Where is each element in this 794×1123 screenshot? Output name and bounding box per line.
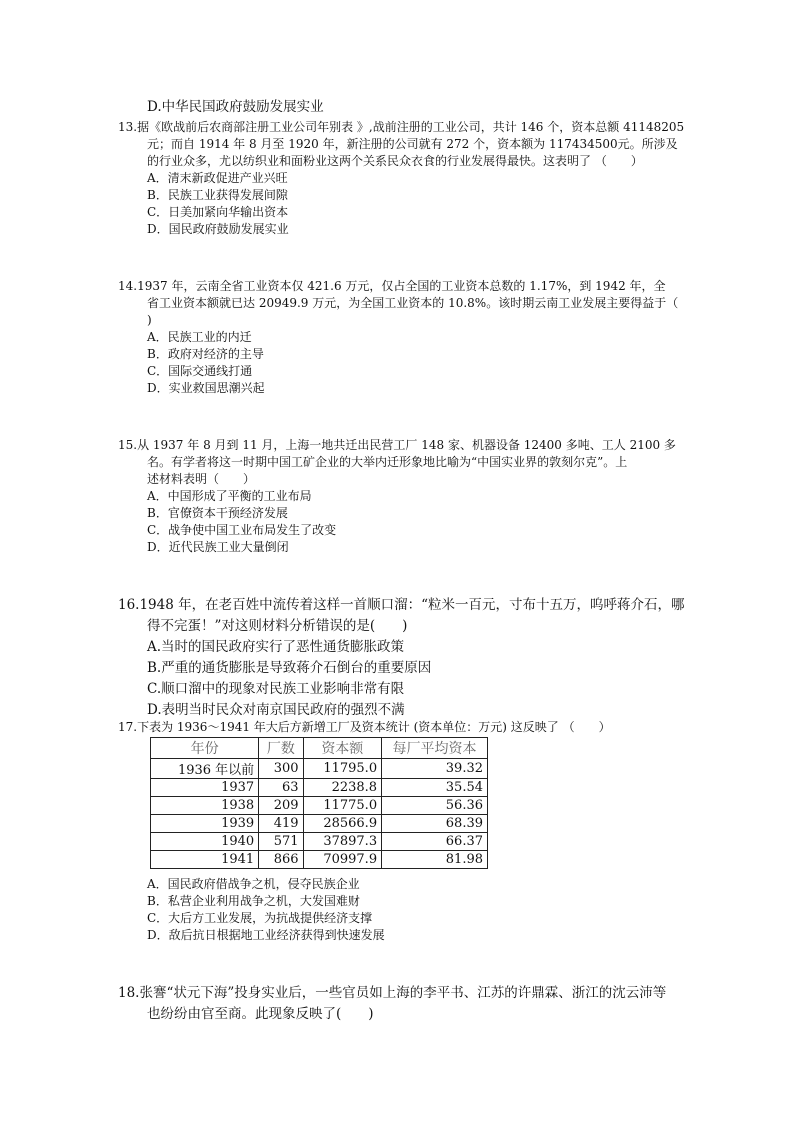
q14-option-a: A．民族工业的内迁 (147, 330, 252, 344)
q13-option-a: A．清末新政促进产业兴旺 (147, 171, 288, 185)
table-header-year: 年份 (151, 738, 259, 759)
table-header-row (151, 738, 488, 759)
q13-stem-line-1: 13.据《欧战前后农商部注册工业公司年别表 》,战前注册的工业公司，共计 146 个，资本总额 41148205 (118, 120, 685, 134)
q14-stem-line-1: 14.1937 年，云南全省工业资本仅 421.6 万元，仅占全国的工业资本总数的 1.17%，到 1942 年，全 (118, 279, 666, 293)
q16-option-c: C.顺口溜中的现象对民族工业影响非常有限 (147, 681, 405, 697)
q13-stem-line-2: 元；而自 1914 年 8 月至 1920 年，新注册的公司就有 272 个，资本额为 117434500元。所涉及 (147, 137, 678, 151)
table-cell: 70997.9 (303, 851, 382, 869)
q13-stem-line-3: 的行业众多，尤以纺织业和面粉业这两个关系民众衣食的行业发展得最快。这表明了 （ ） (147, 154, 643, 168)
q16-stem-line-1: 16.1948 年，在老百姓中流传着这样一首顺口溜：“粒米一百元，寸布十五万，呜呼蒋介石，哪 (118, 597, 685, 613)
q15-option-b: B．官僚资本干预经济发展 (147, 506, 288, 520)
table-header-count: 厂数 (259, 738, 303, 759)
table-cell: 11795.0 (303, 759, 382, 779)
q15-stem-line-1: 15.从 1937 年 8 月到 11 月，上海一地共迁出民营工厂 148 家、机器设备 12400 多吨、工人 2100 多 (118, 438, 676, 452)
table-header-capital: 资本额 (303, 738, 382, 759)
q14-option-c: C．国际交通线打通 (147, 364, 253, 378)
factory-capital-table (150, 737, 488, 869)
table-row (151, 815, 488, 833)
table-cell: 419 (259, 815, 303, 833)
table-cell: 1936 年以前 (151, 759, 259, 779)
q17-option-d: D．敌后抗日根据地工业经济获得到快速发展 (147, 928, 385, 942)
table-row (151, 759, 488, 779)
table-cell: 1938 (151, 797, 259, 815)
table-cell: 1937 (151, 779, 259, 797)
table-cell: 209 (259, 797, 303, 815)
q17-option-c: C．大后方工业发展，为抗战提供经济支撑 (147, 911, 373, 925)
table-cell: 39.32 (382, 759, 488, 779)
q18-stem-line-1: 18.张謇“状元下海”投身实业后，一些官员如上海的李平书、江苏的许鼎霖、浙江的沈云沛等 (118, 985, 667, 1001)
q15-option-a: A．中国形成了平衡的工业布局 (147, 489, 312, 503)
q13-option-c: C．日美加紧向华输出资本 (147, 205, 289, 219)
q14-option-b: B．政府对经济的主导 (147, 347, 264, 361)
q17-option-b: B．私营企业利用战争之机，大发国难财 (147, 894, 360, 908)
q17-option-a: A．国民政府借战争之机，侵夺民族企业 (147, 877, 360, 891)
q16-stem-line-2: 得不完蛋！”对这则材料分析错误的是( ) (147, 618, 408, 634)
table-cell: 35.54 (382, 779, 488, 797)
table-cell: 56.36 (382, 797, 488, 815)
table-cell: 866 (259, 851, 303, 869)
table-cell: 66.37 (382, 833, 488, 851)
table-cell: 2238.8 (303, 779, 382, 797)
table-cell: 81.98 (382, 851, 488, 869)
q14-option-d: D．实业救国思潮兴起 (147, 381, 265, 395)
table-row (151, 797, 488, 815)
table-cell: 571 (259, 833, 303, 851)
q13-option-b: B．民族工业获得发展间隙 (147, 188, 288, 202)
q16-option-b: B.严重的通货膨胀是导致蒋介石倒台的重要原因 (147, 660, 432, 676)
table-cell: 37897.3 (303, 833, 382, 851)
table-cell: 300 (259, 759, 303, 779)
table-cell: 1939 (151, 815, 259, 833)
table-header-average: 每厂平均资本 (382, 738, 488, 759)
q17-stem: 17.下表为 1936～1941 年大后方新增工厂及资本统计 (资本单位：万元) 这反映了 （ ） (118, 720, 611, 734)
q15-stem-line-3: 述材料表明（ ） (147, 472, 256, 486)
table-cell: 11775.0 (303, 797, 382, 815)
q15-option-d: D．近代民族工业大量倒闭 (147, 540, 289, 554)
table-cell: 28566.9 (303, 815, 382, 833)
q18-stem-line-2: 也纷纷由官至商。此现象反映了( ) (147, 1006, 374, 1022)
q15-stem-line-2: 名。有学者将这一时期中国工矿企业的大举内迁形象地比喻为“中国实业界的敦刻尔克”。上 (147, 455, 628, 469)
table-row (151, 833, 488, 851)
q16-option-d: D.表明当时民众对南京国民政府的强烈不满 (147, 702, 405, 718)
table-cell: 1941 (151, 851, 259, 869)
table-row (151, 851, 488, 869)
table-cell: 68.39 (382, 815, 488, 833)
q14-stem-line-2: 省工业资本额就已达 20949.9 万元，为全国工业资本的 10.8%。该时期云南工业发展主要得益于（ (147, 296, 679, 310)
q14-stem-line-3: ) (147, 313, 152, 327)
table-cell: 63 (259, 779, 303, 797)
table-row (151, 779, 488, 797)
table-cell: 1940 (151, 833, 259, 851)
q16-option-a: A.当时的国民政府实行了恶性通货膨胀政策 (147, 639, 405, 655)
q15-option-c: C．战争使中国工业布局发生了改变 (147, 523, 337, 537)
q13-option-d: D．国民政府鼓励发展实业 (147, 222, 289, 236)
q12-option-d: D.中华民国政府鼓励发展实业 (147, 99, 324, 115)
